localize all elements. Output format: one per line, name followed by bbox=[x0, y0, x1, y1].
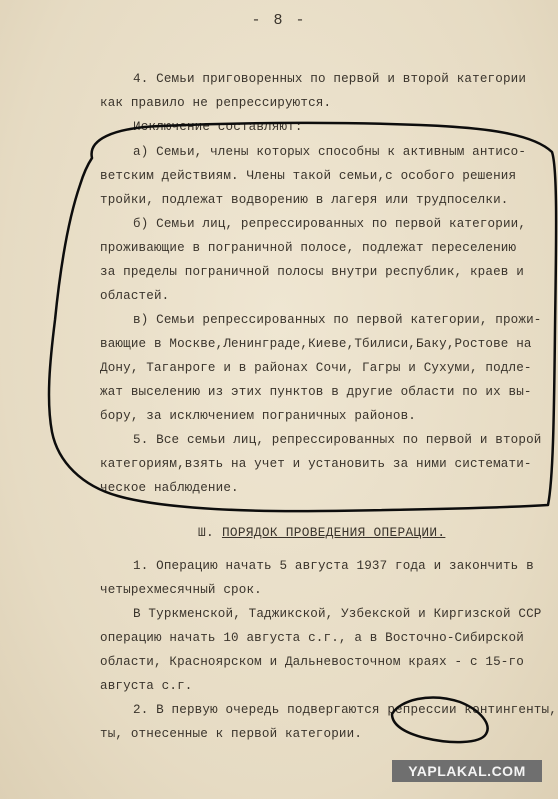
text-line: 4. Семьи приговоренных по первой и второй категории bbox=[133, 72, 527, 86]
page-number: - 8 - bbox=[251, 12, 307, 29]
text-line: 1. Операцию начать 5 августа 1937 года и закончить в bbox=[133, 559, 534, 573]
text-line: области, Красноярском и Дальневосточном краях - с 15-го bbox=[100, 655, 524, 669]
section-title: ПОРЯДОК ПРОВЕДЕНИЯ ОПЕРАЦИИ. bbox=[221, 525, 446, 540]
text-line: а) Семьи, члены которых способны к активным антисо- bbox=[133, 145, 527, 159]
text-line: четырехмесячный срок. bbox=[100, 583, 262, 597]
text-line: в) Семьи репрессированных по первой категории, прожи- bbox=[133, 313, 542, 327]
text-line: б) Семьи лиц, репрессированных по первой категории, bbox=[133, 217, 527, 231]
text-line: операцию начать 10 августа с.г., а в Восточно-Сибирской bbox=[100, 631, 524, 645]
text-line: 5. Все семьи лиц, репрессированных по первой и второй bbox=[133, 433, 542, 447]
text-line: Дону, Таганроге и в районах Сочи, Гагры и Сухуми, подле- bbox=[100, 361, 532, 375]
text-line: ветским действиям. Члены такой семьи,с особого решения bbox=[100, 169, 517, 183]
text-line: за пределы пограничной полосы внутри республик, краев и bbox=[100, 265, 524, 279]
section-number: Ш. bbox=[198, 525, 214, 540]
watermark-logo: YAPLAKAL.COM bbox=[392, 760, 542, 782]
text-line: августа с.г. bbox=[100, 679, 193, 693]
text-line: В Туркменской, Таджикской, Узбекской и Киргизской ССР bbox=[133, 607, 542, 621]
text-line: жат выселению из этих пунктов в другие области по их вы- bbox=[100, 385, 532, 399]
text-line: как правило не репрессируются. bbox=[100, 96, 332, 110]
hand-drawn-enclosure bbox=[49, 123, 556, 511]
text-line: ты, отнесенные к первой категории. bbox=[100, 727, 363, 741]
text-line: категориям,взять на учет и установить за ними системати- bbox=[100, 457, 532, 471]
text-line: областей. bbox=[100, 289, 170, 303]
text-line: проживающие в пограничной полосе, подлежат переселению bbox=[100, 241, 517, 255]
text-line: вающие в Москве,Ленинграде,Киеве,Тбилиси,Баку,Ростове на bbox=[100, 337, 532, 351]
text-line: 2. В первую очередь подвергаются репрессии контингенты, bbox=[133, 703, 557, 717]
text-line: бору, за исключением пограничных районов. bbox=[100, 409, 417, 423]
text-line: Исключение составляют: bbox=[133, 120, 303, 134]
hand-drawn-circle bbox=[392, 698, 488, 743]
text-line: тройки, подлежат водворению в лагеря или трудпоселки. bbox=[100, 193, 509, 207]
text-line: ческое наблюдение. bbox=[100, 481, 239, 495]
